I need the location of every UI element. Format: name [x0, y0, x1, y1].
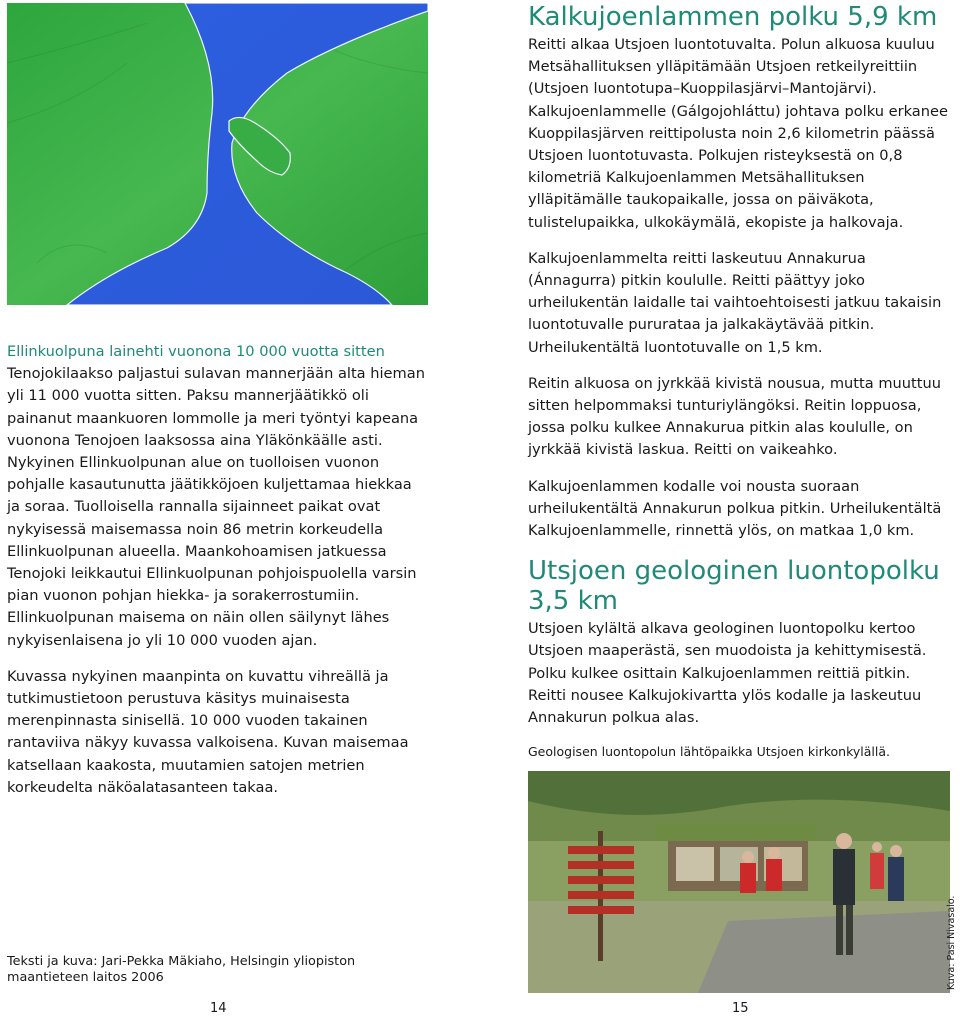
text-credit: Teksti ja kuva: Jari-Pekka Mäkiaho, Helsingin yliopiston maantieteen laitos 2006	[7, 954, 356, 985]
map-description-paragraph: Kuvassa nykyinen maanpinta on kuvattu vihreällä ja tutkimustietoon perustuva käsitys muinaisesta merenpinnasta sinisellä. 10 000 vuoden takainen rantaviiva näkyy kuvassa valkoisena. Kuvan maisemaa katsellaan kaakosta, muutamien satojen metrien korkeudelta näköalatasanteen takaa.	[7, 667, 409, 796]
route-paragraph-1: Reitti alkaa Utsjoen luontotuvalta. Polun alkuosa kuuluu Metsähallituksen ylläpitämään Utsjoen retkeilyreittiin (Utsjoen luontotupa–Kuoppilasjärvi–Mantojärvi). Kalkujoenlammelle (Gálgojohláttu) johtava polku erkanee Kuoppilasjärven reittipolusta noin 2,6 kilometrin päässä Utsjoen luontotuvasta. Polkujen risteyksestä on 0,8 kilometriä Kalkujoenlammen Metsähallituksen ylläpitämälle taukopaikalle, jossa on päiväkota, tulistelupaikka, ulkokäymälä, ekopiste ja halkovaja.	[528, 36, 948, 231]
route-paragraph-2: Kalkujoenlammelta reitti laskeutuu Annakurua (Ánnagurra) pitkin koululle. Reitti päättyy joko urheilukentän laidalle tai vaihtoehtoisesti jatkuu takaisin luontotuvalle pururataa ja jalkakäytävää pitkin. Urheilukentältä luontotuvalle on 1,5 km.	[528, 249, 942, 356]
route-paragraph-5: Utsjoen kylältä alkava geologinen luontopolku kertoo Utsjoen maaperästä, sen muodoista ja kehittymisestä. Polku kulkee osittain Kalkujoenlammen reittiä pitkin. Reitti nousee Kalkujokivartta ylös kodalle ja laskeutuu Annakurun polkua alas.	[528, 620, 927, 727]
route-paragraph-3: Reitin alkuosa on jyrkkää kivistä nousua, mutta muuttuu sitten helpommaksi tunturiylängöksi. Reitin loppuosa, jossa polku kulkee Annakurua pitkin alas koululle, on jyrkkää kivistä laskua. Reitti on vaikeahko.	[528, 374, 941, 459]
photo-caption: Geologisen luontopolun lähtöpaikka Utsjoen kirkonkylällä.	[528, 744, 890, 760]
fjord-paragraph	[7, 341, 428, 652]
fjord-paragraph-body: Tenojokilaakso paljastui sulavan mannerjään alta hieman yli 11 000 vuotta sitten. Paksu mannerjäätikkö oli painanut maankuoren lommolle ja meri työntyi kapeana vuonona Tenojoen laaksossa aina Yläkönkäälle asti. Nykyinen Ellinkuolpunan alue on tuolloisen vuonon pohjalle kasautunutta jäätikköjoen kuljettamaa hiekkaa ja soraa. Tuolloisella rannalla sijainneet paikat ovat nykyisessä maisemassa noin 86 metrin korkeudella Ellinkuolpunan alueella. Maankohoamisen jatkuessa Tenojoki leikkautui Ellinkuolpunan pohjoispuolella varsin pian vuonon pohjan hiekka- ja sorakerrostumiin. Ellinkuolpunan maisema on näin ollen säilynyt lähes nykyisenlaisena jo yli 10 000 vuoden ajan.	[7, 365, 425, 649]
route-heading-kalkujoenlampi: Kalkujoenlammen polku 5,9 km	[528, 2, 938, 32]
right-text-block	[528, 2, 948, 760]
photo-credit: Kuva: Pasi Nivasalo.	[946, 895, 957, 990]
trailhead-photo	[528, 771, 950, 993]
route-heading-geological: Utsjoen geologinen luontopolku 3,5 km	[528, 556, 940, 617]
fjord-map	[7, 3, 428, 305]
route-paragraph-4: Kalkujoenlammen kodalle voi nousta suoraan urheilukentältä Annakurun polkua pitkin. Urheilukentältä Kalkujoenlammelle, rinnettä ylös, on matkaa 1,0 km.	[528, 477, 942, 540]
page-number-left: 14	[210, 1001, 227, 1016]
fjord-paragraph-lead: Ellinkuolpuna lainehti vuonona 10 000 vuotta sitten	[7, 343, 385, 360]
page-number-right: 15	[732, 1001, 749, 1016]
left-text-block	[7, 341, 428, 813]
